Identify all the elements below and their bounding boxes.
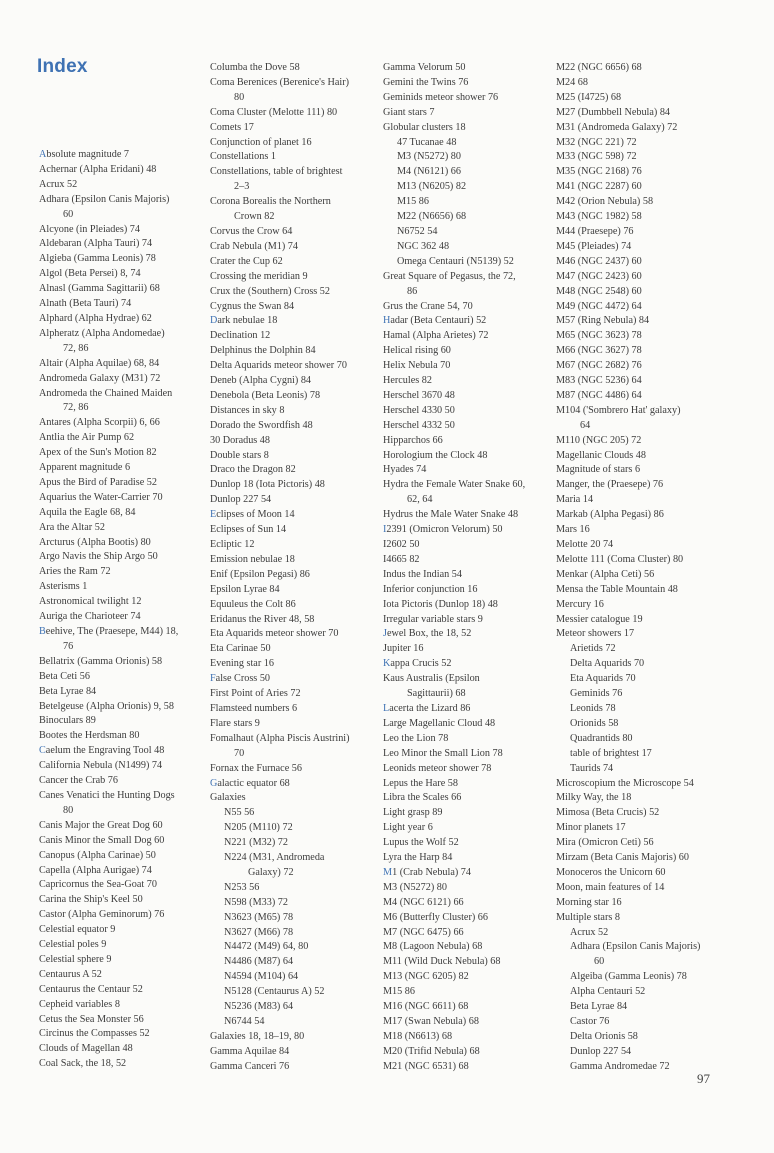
index-subentry: N5236 (M83) 64 — [224, 1001, 294, 1013]
index-entry: Galaxies — [210, 792, 246, 804]
index-entry: Crab Nebula (M1) 74 — [210, 240, 298, 252]
index-entry: Carina the Ship's Keel 50 — [39, 894, 143, 906]
index-entry: Draco the Dragon 82 — [210, 464, 296, 476]
index-subentry: Dunlop 227 54 — [570, 1045, 632, 1057]
index-entry: Apex of the Sun's Motion 82 — [39, 447, 157, 459]
index-subentry: N4594 (M104) 64 — [224, 971, 299, 983]
index-entry: Jewel Box, the 18, 52 — [383, 628, 472, 640]
index-entry: M4 (NGC 6121) 66 — [383, 896, 464, 908]
index-entry: Eridanus the River 48, 58 — [210, 613, 315, 625]
index-entry: Light year 6 — [383, 822, 433, 834]
index-entry: Emission nebulae 18 — [210, 553, 295, 565]
index-entry: Centaurus the Centaur 52 — [39, 983, 143, 995]
index-entry: Dorado the Swordfish 48 — [210, 419, 313, 431]
index-entry: Inferior conjunction 16 — [383, 583, 478, 595]
index-entry: Helical rising 60 — [383, 345, 451, 357]
index-entry: Achernar (Alpha Eridani) 48 — [39, 163, 157, 175]
index-subentry: Leonids 78 — [570, 702, 616, 714]
index-entry: M1 (Crab Nebula) 74 — [383, 866, 471, 878]
index-entry: Moon, main features of 14 — [556, 881, 665, 893]
index-entry-continuation: 72, 86 — [63, 342, 89, 354]
index-entry: Gamma Aquilae 84 — [210, 1045, 290, 1057]
index-entry: Corvus the Crow 64 — [210, 225, 293, 237]
index-entry-continuation: 60 — [63, 208, 74, 220]
index-entry: Aries the Ram 72 — [39, 566, 111, 578]
index-entry: Centaurus A 52 — [39, 968, 102, 980]
index-entry: Algieba (Gamma Leonis) 78 — [39, 253, 156, 265]
section-letter: M — [383, 866, 393, 878]
section-letter: J — [383, 628, 387, 640]
index-entry: Epsilon Lyrae 84 — [210, 583, 280, 595]
index-entry: M42 (Orion Nebula) 58 — [556, 196, 654, 208]
index-entry: Mirzam (Beta Canis Majoris) 60 — [556, 852, 689, 864]
index-entry: Deneb (Alpha Cygni) 84 — [210, 375, 312, 387]
index-entry: Columba the Dove 58 — [210, 62, 300, 73]
index-entry: Binoculars 89 — [39, 715, 96, 727]
index-entry-continuation: 80 — [63, 804, 74, 816]
index-subentry: M22 (N6656) 68 — [397, 211, 467, 223]
index-entry-continuation: 80 — [234, 91, 245, 103]
index-entry: Eclipses of Moon 14 — [210, 509, 295, 521]
index-entry: M43 (NGC 1982) 58 — [556, 211, 642, 223]
index-column-2 — [210, 61, 378, 1075]
index-entry: Cepheid variables 8 — [39, 998, 120, 1010]
index-entry: Antlia the Air Pump 62 — [39, 432, 135, 444]
section-letter: L — [383, 702, 390, 714]
index-entry: M13 (NGC 6205) 82 — [383, 971, 469, 983]
index-entry: Andromeda Galaxy (M31) 72 — [39, 372, 161, 384]
index-entry: Herschel 3670 48 — [383, 389, 455, 401]
index-entry: M20 (Trifid Nebula) 68 — [383, 1045, 480, 1057]
section-letter: G — [210, 777, 218, 789]
index-subentry: N5128 (Centaurus A) 52 — [224, 986, 325, 998]
index-subentry: N4472 (M49) 64, 80 — [224, 941, 309, 953]
index-entry: Hercules 82 — [383, 375, 432, 387]
index-subentry: N6744 54 — [224, 1016, 265, 1027]
index-entry: Crossing the meridian 9 — [210, 270, 308, 282]
index-entry: Meteor showers 17 — [556, 628, 635, 640]
section-letter: K — [383, 658, 391, 670]
index-entry: Apus the Bird of Paradise 52 — [39, 476, 157, 488]
index-entry: Auriga the Charioteer 74 — [39, 611, 141, 623]
index-entry: Lyra the Harp 84 — [383, 852, 453, 864]
index-subentry: Alpha Centauri 52 — [570, 986, 646, 998]
index-entry: Cetus the Sea Monster 56 — [39, 1013, 144, 1025]
index-entry: M25 (I4725) 68 — [556, 91, 622, 103]
index-entry: Clouds of Magellan 48 — [39, 1043, 133, 1055]
index-entry: Great Square of Pegasus, the 72, — [383, 270, 516, 282]
index-entry: Dark nebulae 18 — [210, 315, 278, 327]
index-entry-continuation: 60 — [594, 956, 605, 968]
index-entry: Evening star 16 — [210, 658, 274, 670]
index-subentry: N221 (M32) 72 — [224, 837, 288, 849]
index-entry: Canis Minor the Small Dog 60 — [39, 834, 165, 846]
index-entry: Aldebaran (Alpha Tauri) 74 — [39, 238, 153, 250]
index-entry: M83 (NGC 5236) 64 — [556, 375, 642, 387]
index-subentry: N55 56 — [224, 807, 255, 819]
index-entry: Microscopium the Microscope 54 — [556, 777, 694, 789]
index-entry: Altair (Alpha Aquilae) 68, 84 — [39, 357, 160, 369]
index-entry: Messier catalogue 19 — [556, 613, 643, 625]
section-letter: E — [210, 509, 217, 521]
page-title: Index — [37, 56, 88, 77]
index-subentry: Adhara (Epsilon Canis Majoris) — [570, 941, 701, 953]
index-entry: Light grasp 89 — [383, 807, 443, 819]
index-entry: Coma Berenices (Berenice's Hair) — [210, 76, 350, 88]
index-entry: Iota Pictoris (Dunlop 18) 48 — [383, 598, 498, 610]
index-entry: I4665 82 — [383, 553, 420, 565]
section-letter: A — [39, 149, 47, 160]
index-entry: M47 (NGC 2423) 60 — [556, 270, 642, 282]
index-entry: False Cross 50 — [210, 673, 271, 685]
index-entry: Aquarius the Water-Carrier 70 — [39, 491, 163, 503]
index-entry: Eta Aquarids meteor shower 70 — [210, 628, 339, 640]
index-subentry: N3627 (M66) 78 — [224, 926, 294, 938]
index-subentry: M3 (N5272) 80 — [397, 151, 461, 163]
index-entry: Beta Lyrae 84 — [39, 685, 97, 697]
index-entry: Melotte 20 74 — [556, 539, 614, 550]
index-entry: Celestial sphere 9 — [39, 953, 112, 965]
index-entry: Fornax the Furnace 56 — [210, 762, 302, 774]
index-entry-continuation: Crown 82 — [234, 211, 275, 223]
index-entry: Markab (Alpha Pegasi) 86 — [556, 509, 664, 521]
index-entry: M17 (Swan Nebula) 68 — [383, 1016, 479, 1027]
index-entry: Geminids meteor shower 76 — [383, 91, 499, 103]
index-entry: Ara the Altar 52 — [39, 521, 105, 533]
index-entry: Indus the Indian 54 — [383, 568, 462, 580]
index-column-4 — [556, 61, 766, 1075]
index-entry: M87 (NGC 4486) 64 — [556, 389, 642, 401]
index-entry: Morning star 16 — [556, 896, 622, 908]
index-entry-continuation: Sagittaurii) 68 — [407, 688, 466, 700]
index-entry: 30 Doradus 48 — [210, 434, 270, 446]
index-entry: Maria 14 — [556, 494, 594, 506]
index-entry: Alcyone (in Pleiades) 74 — [39, 223, 140, 235]
index-entry: Lepus the Hare 58 — [383, 777, 458, 789]
index-entry: Acrux 52 — [39, 178, 78, 190]
index-entry: Mensa the Table Mountain 48 — [556, 583, 678, 595]
index-entry: Flare stars 9 — [210, 717, 260, 729]
index-entry: Irregular variable stars 9 — [383, 613, 483, 625]
index-entry: Milky Way, the 18 — [556, 792, 632, 804]
index-entry: M110 (NGC 205) 72 — [556, 434, 642, 446]
index-subentry: Acrux 52 — [570, 926, 609, 938]
index-subentry: N205 (M110) 72 — [224, 822, 293, 834]
index-entry: Hadar (Beta Centauri) 52 — [383, 315, 487, 327]
index-subentry: M13 (N6205) 82 — [397, 181, 467, 193]
section-letter: F — [210, 673, 216, 685]
index-entry: Coma Cluster (Melotte 111) 80 — [210, 106, 338, 118]
index-entry: M24 68 — [556, 76, 588, 88]
index-entry: M46 (NGC 2437) 60 — [556, 255, 642, 267]
index-entry: Hydra the Female Water Snake 60, — [383, 479, 526, 491]
index-entry: Canes Venatici the Hunting Dogs — [39, 789, 175, 801]
index-entry: Castor (Alpha Geminorum) 76 — [39, 909, 165, 921]
index-entry: M22 (NGC 6656) 68 — [556, 62, 642, 73]
index-entry: Flamsteed numbers 6 — [210, 702, 298, 714]
index-entry: Denebola (Beta Leonis) 78 — [210, 389, 321, 401]
index-entry: Conjunction of planet 16 — [210, 136, 312, 148]
index-subentry: Gamma Andromedae 72 — [570, 1060, 670, 1072]
index-entry: M3 (N5272) 80 — [383, 881, 447, 893]
index-entry: M8 (Lagoon Nebula) 68 — [383, 941, 483, 953]
index-entry: Caelum the Engraving Tool 48 — [39, 745, 165, 757]
index-entry: Gamma Velorum 50 — [383, 62, 466, 73]
index-subentry: N224 (M31, Andromeda — [224, 852, 325, 864]
index-entry: Canopus (Alpha Carinae) 50 — [39, 849, 156, 861]
index-entry: M57 (Ring Nebula) 84 — [556, 315, 650, 327]
index-entry: Alnath (Beta Tauri) 74 — [39, 298, 132, 310]
index-subentry: N6752 54 — [397, 225, 438, 237]
index-entry: Equuleus the Colt 86 — [210, 598, 296, 610]
index-entry: Asterisms 1 — [39, 581, 88, 593]
index-entry-continuation: 2–3 — [234, 181, 250, 193]
index-entry: M27 (Dumbbell Nebula) 84 — [556, 106, 671, 118]
index-subentry: 47 Tucanae 48 — [397, 136, 457, 148]
index-entry: M32 (NGC 221) 72 — [556, 136, 637, 148]
index-entry: Hydrus the Male Water Snake 48 — [383, 509, 519, 521]
index-entry: Andromeda the Chained Maiden — [39, 387, 173, 399]
index-entry: Manger, the (Praesepe) 76 — [556, 479, 664, 491]
index-entry: Galactic equator 68 — [210, 777, 290, 789]
index-entry-continuation: 86 — [407, 285, 418, 297]
index-entry: M31 (Andromeda Galaxy) 72 — [556, 121, 678, 133]
index-entry: Herschel 4332 50 — [383, 419, 455, 431]
index-entry: First Point of Aries 72 — [210, 688, 301, 700]
index-entry: Alphard (Alpha Hydrae) 62 — [39, 312, 152, 324]
index-entry: Fomalhaut (Alpha Piscis Austrini) — [210, 732, 350, 744]
index-entry: Lupus the Wolf 52 — [383, 837, 459, 849]
index-subentry: Orionids 58 — [570, 717, 619, 729]
index-subentry: M4 (N6121) 66 — [397, 166, 461, 178]
index-entry: Corona Borealis the Northern — [210, 196, 331, 208]
index-entry: M16 (NGC 6611) 68 — [383, 1001, 469, 1013]
index-entry: Libra the Scales 66 — [383, 792, 462, 804]
index-entry: Gamma Canceri 76 — [210, 1060, 290, 1072]
index-entry: Galaxies 18, 18–19, 80 — [210, 1030, 305, 1042]
index-entry: Alnasl (Gamma Sagittarii) 68 — [39, 283, 160, 295]
index-subentry: table of brightest 17 — [570, 747, 652, 759]
index-subentry: Castor 76 — [570, 1016, 610, 1027]
index-column-3 — [383, 61, 551, 1075]
index-entry: Kaus Australis (Epsilon — [383, 673, 480, 685]
index-entry: Large Magellanic Cloud 48 — [383, 717, 496, 729]
section-letter: D — [210, 315, 218, 327]
index-entry-continuation: 70 — [234, 747, 245, 759]
index-entry: M48 (NGC 2548) 60 — [556, 285, 642, 297]
index-entry: Mimosa (Beta Crucis) 52 — [556, 807, 660, 819]
index-subentry: N253 56 — [224, 881, 260, 893]
index-entry: Melotte 111 (Coma Cluster) 80 — [556, 553, 684, 565]
index-entry: M21 (NGC 6531) 68 — [383, 1060, 469, 1072]
index-entry: Crater the Cup 62 — [210, 255, 283, 267]
section-letter: H — [383, 315, 391, 327]
index-entry: Hamal (Alpha Arietes) 72 — [383, 330, 489, 342]
index-entry: Apparent magnitude 6 — [39, 462, 131, 474]
index-entry: Canis Major the Great Dog 60 — [39, 819, 163, 831]
index-entry: Capricornus the Sea-Goat 70 — [39, 879, 157, 891]
index-subentry: Delta Aquarids 70 — [570, 658, 645, 670]
index-entry: Minor planets 17 — [556, 822, 626, 834]
index-subentry: Beta Lyrae 84 — [570, 1001, 628, 1013]
index-entry: Alpheratz (Alpha Andomedae) — [39, 327, 165, 339]
index-entry: Astronomical twilight 12 — [39, 596, 142, 608]
index-entry: Distances in sky 8 — [210, 404, 285, 416]
index-entry: Dunlop 227 54 — [210, 494, 272, 506]
index-subentry: N4486 (M87) 64 — [224, 956, 294, 968]
index-entry: Enif (Epsilon Pegasi) 86 — [210, 568, 310, 580]
index-entry: Cygnus the Swan 84 — [210, 300, 295, 312]
index-entry-continuation: 62, 64 — [407, 494, 433, 506]
index-entry: Kappa Crucis 52 — [383, 658, 452, 670]
index-entry: M45 (Pleiades) 74 — [556, 240, 632, 252]
index-entry: Eta Carinae 50 — [210, 643, 271, 655]
index-entry: Multiple stars 8 — [556, 911, 620, 923]
index-entry: I2391 (Omicron Velorum) 50 — [383, 524, 503, 536]
index-entry: Magnitude of stars 6 — [556, 464, 641, 476]
index-subentry: M15 86 — [397, 196, 429, 208]
index-entry: Declination 12 — [210, 330, 271, 342]
index-entry: M11 (Wild Duck Nebula) 68 — [383, 956, 501, 968]
index-subentry: Geminids 76 — [570, 688, 623, 700]
index-entry: M35 (NGC 2168) 76 — [556, 166, 642, 178]
index-entry: M49 (NGC 4472) 64 — [556, 300, 642, 312]
index-entry: M65 (NGC 3623) 78 — [556, 330, 642, 342]
section-letter: C — [39, 745, 46, 757]
index-subentry: Eta Aquarids 70 — [570, 673, 636, 685]
index-column-1 — [39, 148, 207, 1072]
index-subentry: NGC 362 48 — [397, 240, 450, 252]
index-subentry: N598 (M33) 72 — [224, 896, 288, 908]
index-entry-continuation: 76 — [63, 640, 74, 652]
index-subentry: Arietids 72 — [570, 643, 616, 655]
index-entry: M41 (NGC 2287) 60 — [556, 181, 642, 193]
index-entry: Globular clusters 18 — [383, 121, 466, 133]
index-entry: Hyades 74 — [383, 464, 427, 476]
index-entry: Gemini the Twins 76 — [383, 76, 469, 88]
index-entry: Lacerta the Lizard 86 — [383, 702, 471, 714]
page-number: 97 — [697, 1071, 710, 1086]
index-entry: Coal Sack, the 18, 52 — [39, 1058, 127, 1070]
index-entry: Bootes the Herdsman 80 — [39, 730, 140, 742]
index-entry: Eclipses of Sun 14 — [210, 524, 287, 536]
index-entry: Magellanic Clouds 48 — [556, 449, 646, 461]
index-entry: M67 (NGC 2682) 76 — [556, 360, 642, 372]
index-entry-continuation: 72, 86 — [63, 402, 89, 414]
index-entry: Mercury 16 — [556, 598, 604, 610]
index-entry-continuation: Galaxy) 72 — [248, 866, 294, 878]
index-entry: Arcturus (Alpha Bootis) 80 — [39, 536, 151, 548]
index-entry: Hipparchos 66 — [383, 434, 443, 446]
index-entry-continuation: 64 — [580, 419, 591, 431]
index-entry: Cancer the Crab 76 — [39, 775, 118, 787]
index-entry: M18 (N6613) 68 — [383, 1030, 453, 1042]
index-subentry: Omega Centauri (N5139) 52 — [397, 255, 514, 267]
section-letter: I — [383, 524, 387, 536]
index-entry: Mars 16 — [556, 524, 590, 536]
index-entry: Helix Nebula 70 — [383, 360, 451, 372]
index-entry: Capella (Alpha Aurigae) 74 — [39, 864, 152, 876]
index-subentry: N3623 (M65) 78 — [224, 911, 294, 923]
index-entry: Giant stars 7 — [383, 106, 435, 118]
index-entry: Aquila the Eagle 68, 84 — [39, 506, 136, 518]
index-entry: Mira (Omicron Ceti) 56 — [556, 837, 654, 849]
index-entry: Constellations 1 — [210, 151, 276, 163]
index-entry: Betelgeuse (Alpha Orionis) 9, 58 — [39, 700, 174, 712]
index-entry: Leonids meteor shower 78 — [383, 762, 492, 774]
index-entry: Bellatrix (Gamma Orionis) 58 — [39, 655, 163, 667]
index-entry: Ecliptic 12 — [210, 539, 255, 550]
index-entry: Delta Aquarids meteor shower 70 — [210, 360, 347, 372]
index-entry: Delphinus the Dolphin 84 — [210, 345, 316, 357]
index-entry: Adhara (Epsilon Canis Majoris) — [39, 193, 170, 205]
index-subentry: Quadrantids 80 — [570, 732, 633, 744]
index-entry: Beta Ceti 56 — [39, 670, 90, 682]
index-entry: Leo Minor the Small Lion 78 — [383, 747, 503, 759]
index-entry: M7 (NGC 6475) 66 — [383, 926, 464, 938]
index-entry: Leo the Lion 78 — [383, 732, 449, 744]
index-entry: M15 86 — [383, 986, 415, 998]
index-entry: Herschel 4330 50 — [383, 404, 455, 416]
index-subentry: Algeiba (Gamma Leonis) 78 — [570, 971, 687, 983]
index-entry: Antares (Alpha Scorpii) 6, 66 — [39, 417, 160, 429]
index-entry: Jupiter 16 — [383, 643, 424, 655]
index-entry: Celestial equator 9 — [39, 924, 116, 936]
index-entry: M66 (NGC 3627) 78 — [556, 345, 642, 357]
index-entry: Argo Navis the Ship Argo 50 — [39, 551, 158, 563]
index-entry: Algol (Beta Persei) 8, 74 — [39, 268, 141, 280]
index-entry: M6 (Butterfly Cluster) 66 — [383, 911, 488, 923]
index-entry: California Nebula (N1499) 74 — [39, 760, 163, 772]
index-entry: Dunlop 18 (Iota Pictoris) 48 — [210, 479, 325, 491]
index-entry: I2602 50 — [383, 539, 420, 550]
index-subentry: Delta Orionis 58 — [570, 1030, 638, 1042]
index-entry: M104 ('Sombrero Hat' galaxy) — [556, 404, 681, 416]
section-letter: B — [39, 626, 46, 637]
index-entry: Horologium the Clock 48 — [383, 449, 488, 461]
index-entry: Beehive, The (Praesepe, M44) 18, — [39, 626, 179, 637]
index-entry: Menkar (Alpha Ceti) 56 — [556, 568, 655, 580]
index-entry: Constellations, table of brightest — [210, 166, 343, 178]
index-entry: Monoceros the Unicorn 60 — [556, 866, 666, 878]
index-entry: Comets 17 — [210, 121, 254, 133]
index-entry: M44 (Praesepe) 76 — [556, 225, 634, 237]
index-entry: Crux the (Southern) Cross 52 — [210, 285, 330, 297]
index-entry: Absolute magnitude 7 — [39, 149, 129, 160]
index-entry: M33 (NGC 598) 72 — [556, 151, 637, 163]
index-entry: Double stars 8 — [210, 449, 269, 461]
index-entry: Celestial poles 9 — [39, 939, 107, 951]
index-entry: Circinus the Compasses 52 — [39, 1028, 150, 1040]
index-subentry: Taurids 74 — [570, 762, 614, 774]
index-entry: Grus the Crane 54, 70 — [383, 300, 473, 312]
